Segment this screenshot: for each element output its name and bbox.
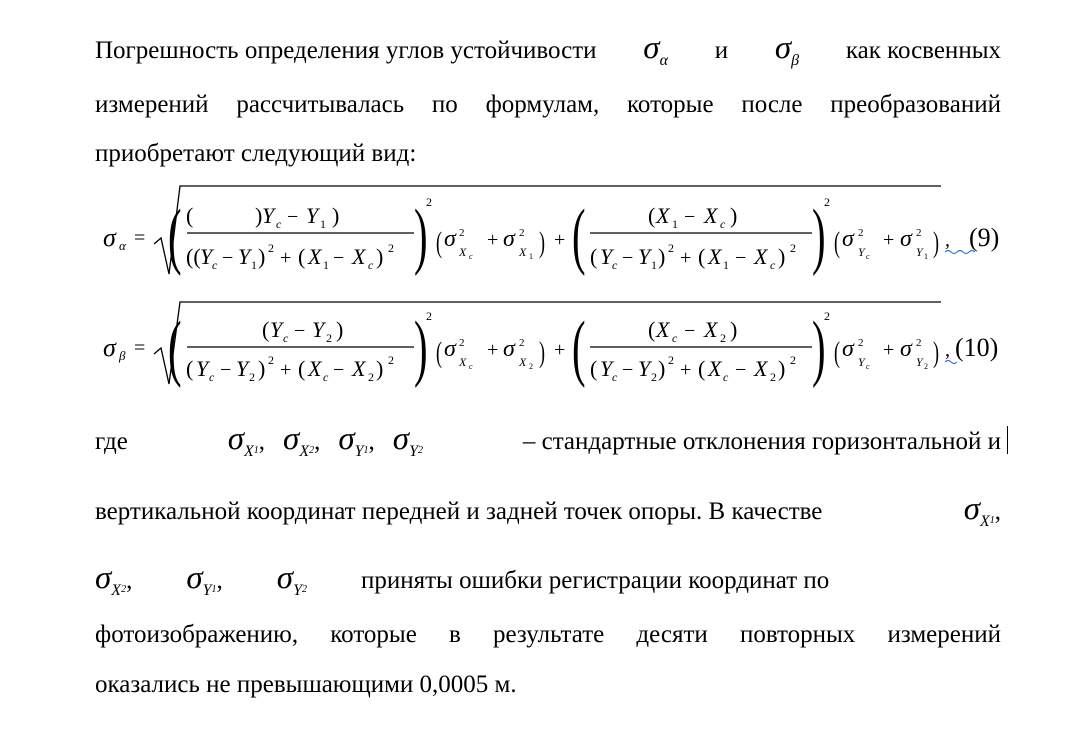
svg-text:Y: Y <box>858 245 865 259</box>
svg-text:(: ( <box>168 194 182 277</box>
svg-text:2: 2 <box>388 241 394 255</box>
svg-text:2: 2 <box>668 241 674 255</box>
svg-text:2: 2 <box>459 227 465 239</box>
svg-text:X: X <box>459 355 467 369</box>
svg-text:): ) <box>730 317 738 342</box>
svg-text:2: 2 <box>529 362 533 371</box>
svg-text:2: 2 <box>519 227 525 239</box>
svg-text:2: 2 <box>858 337 864 349</box>
svg-text:(: ( <box>298 356 306 381</box>
svg-text:): ) <box>933 226 939 260</box>
svg-text:2: 2 <box>268 241 274 255</box>
svg-text:σ: σ <box>842 226 854 252</box>
paragraph2-line1 <box>95 421 1001 462</box>
svg-text:X: X <box>704 317 718 342</box>
svg-text:,: , <box>945 339 950 361</box>
svg-text:+: + <box>680 359 692 381</box>
svg-text:): ) <box>778 244 786 269</box>
sigma-x1-symbol: $\sigma_X1$, <box>227 421 266 460</box>
svg-text:−: − <box>622 247 634 269</box>
svg-text:): ) <box>255 203 263 228</box>
sigma-beta-symbol: $\sigma_\beta$ <box>774 30 800 69</box>
svg-text:(: ( <box>186 356 194 381</box>
svg-text:): ) <box>812 194 826 277</box>
svg-text:2: 2 <box>916 337 922 349</box>
svg-text:(: ( <box>572 306 586 389</box>
svg-text:2: 2 <box>790 241 796 255</box>
paragraph2-line3-text: приняты ошибки регистрации координат по <box>360 567 830 594</box>
svg-text:−: − <box>220 359 232 381</box>
svg-text:1: 1 <box>320 217 326 231</box>
svg-text:=: = <box>134 227 146 249</box>
svg-text:c: c <box>723 370 729 384</box>
svg-text:2: 2 <box>326 331 332 345</box>
svg-text:+: + <box>554 339 566 361</box>
svg-text:Y: Y <box>600 356 613 381</box>
svg-text:−: − <box>684 206 696 228</box>
svg-text:(: ( <box>698 244 706 269</box>
svg-text:−: − <box>287 206 299 228</box>
svg-text:+: + <box>280 359 292 381</box>
svg-text:X: X <box>308 356 322 381</box>
svg-text:1: 1 <box>251 258 257 272</box>
svg-text:Y: Y <box>638 244 651 269</box>
svg-text:X: X <box>708 356 722 381</box>
svg-text:): ) <box>539 336 545 370</box>
svg-text:): ) <box>414 306 428 389</box>
svg-text:+: + <box>883 229 895 251</box>
svg-text:σ: σ <box>503 336 515 362</box>
svg-text:Y: Y <box>262 203 275 228</box>
svg-text:): ) <box>933 336 939 370</box>
svg-text:+: + <box>680 247 692 269</box>
svg-text:c: c <box>323 370 329 384</box>
equation-9-number: (9) <box>969 223 1000 252</box>
svg-text:−: − <box>294 320 306 342</box>
svg-text:+: + <box>883 339 895 361</box>
sigma-y2-symbol: $\sigma_Y2$ <box>392 421 423 460</box>
svg-text:2: 2 <box>824 309 830 323</box>
svg-text:Y: Y <box>236 356 249 381</box>
svg-text:+: + <box>280 247 292 269</box>
sigma-x2-symbol: $\sigma_X2$, <box>283 421 321 460</box>
svg-text:+: + <box>487 339 499 361</box>
svg-text:X: X <box>708 244 722 269</box>
svg-text:(: ( <box>436 336 442 370</box>
svg-text:2: 2 <box>858 227 864 239</box>
svg-text:2: 2 <box>459 337 465 349</box>
where-word: где <box>95 428 128 455</box>
svg-text:X: X <box>656 317 670 342</box>
svg-text:β: β <box>119 348 126 363</box>
svg-text:): ) <box>778 356 786 381</box>
paragraph1-line2: измерений рассчитывалась по формулам, которые после преобразований <box>95 91 1001 118</box>
svg-text:1: 1 <box>924 252 928 261</box>
svg-text:2: 2 <box>426 309 432 323</box>
paragraph2-line3 <box>95 560 1001 601</box>
svg-text:(: ( <box>168 306 182 389</box>
svg-text:c: c <box>276 217 282 231</box>
paragraph2-line2-text: вертикальной координат передней и задней точек опоры. В качестве <box>95 498 823 525</box>
svg-text:c: c <box>612 258 618 272</box>
svg-text:1: 1 <box>651 258 657 272</box>
svg-text:2: 2 <box>924 362 928 371</box>
svg-text:Y: Y <box>638 356 651 381</box>
svg-text:Y: Y <box>916 245 923 259</box>
svg-text:2: 2 <box>268 353 274 367</box>
paragraph1-line1 <box>95 30 1001 69</box>
svg-text:(: ( <box>590 244 598 269</box>
equation-10 <box>0 292 1074 392</box>
svg-text:Y: Y <box>312 317 325 342</box>
equation-10-number: (10) <box>955 333 999 362</box>
svg-text:1: 1 <box>723 258 729 272</box>
sigma-y2-symbol-2: $\sigma_Y2$ <box>276 560 307 599</box>
svg-text:2: 2 <box>668 353 674 367</box>
equation-9 <box>0 180 1074 280</box>
sigma-y1-symbol: $\sigma_Y1$, <box>338 421 375 460</box>
svg-text:(: ( <box>648 317 656 342</box>
svg-text:c: c <box>720 217 726 231</box>
svg-text:): ) <box>539 226 545 260</box>
svg-text:σ: σ <box>842 336 854 362</box>
svg-text:): ) <box>658 244 666 269</box>
svg-text:Y: Y <box>600 244 613 269</box>
svg-text:Y: Y <box>238 244 251 269</box>
svg-text:−: − <box>622 359 634 381</box>
svg-text:(: ( <box>698 356 706 381</box>
svg-text:σ: σ <box>103 333 116 362</box>
svg-text:2: 2 <box>916 227 922 239</box>
svg-text:): ) <box>812 306 826 389</box>
svg-text:−: − <box>735 247 747 269</box>
svg-text:c: c <box>866 252 870 261</box>
svg-text:1: 1 <box>529 252 533 261</box>
paragraph1-line3: приобретают следующий вид: <box>95 140 417 167</box>
svg-text:(: ( <box>262 317 270 342</box>
svg-text:c: c <box>612 370 618 384</box>
svg-text:σ: σ <box>444 336 456 362</box>
svg-text:2: 2 <box>249 370 255 384</box>
svg-text:(: ( <box>648 203 656 228</box>
svg-text:Y: Y <box>270 317 283 342</box>
svg-text:X: X <box>352 356 366 381</box>
svg-text:2: 2 <box>790 353 796 367</box>
svg-text:): ) <box>258 356 266 381</box>
svg-text:1: 1 <box>323 258 329 272</box>
sigma-symbol-list <box>227 421 423 462</box>
svg-text:(: ( <box>186 203 194 228</box>
svg-text:σ: σ <box>900 226 912 252</box>
paragraph2-line2 <box>95 491 1001 532</box>
svg-text:X: X <box>459 245 467 259</box>
svg-text:Y: Y <box>196 356 209 381</box>
svg-text:(: ( <box>590 356 598 381</box>
svg-text:c: c <box>212 258 218 272</box>
svg-text:2: 2 <box>651 370 657 384</box>
svg-text:): ) <box>258 244 266 269</box>
svg-text:): ) <box>658 356 666 381</box>
svg-text:Y: Y <box>200 244 213 269</box>
sigma-y1-symbol-2: $\sigma_Y1$, <box>186 560 223 599</box>
svg-text:X: X <box>308 244 322 269</box>
svg-text:=: = <box>134 337 146 359</box>
svg-text:−: − <box>333 247 345 269</box>
svg-text:c: c <box>368 258 374 272</box>
svg-text:(: ( <box>833 336 840 370</box>
svg-text:): ) <box>414 194 428 277</box>
sigma-alpha-symbol: $\sigma_\alpha$ <box>643 30 668 69</box>
svg-text:(: ( <box>436 226 442 260</box>
svg-text:X: X <box>704 203 718 228</box>
paragraph2-line5: оказались не превышающими 0,0005 м. <box>95 671 517 698</box>
text-cursor <box>1007 426 1008 454</box>
svg-text:(: ( <box>572 194 586 277</box>
svg-text:c: c <box>283 331 289 345</box>
svg-text:c: c <box>209 370 215 384</box>
svg-text:,: , <box>945 229 950 251</box>
svg-text:−: − <box>222 247 234 269</box>
svg-text:σ: σ <box>103 223 116 252</box>
svg-text:c: c <box>866 362 870 371</box>
svg-text:Y: Y <box>858 355 865 369</box>
svg-text:Y: Y <box>916 355 923 369</box>
sigma-x2-symbol-2: $\sigma_X2$, <box>95 560 133 599</box>
svg-text:): ) <box>376 356 384 381</box>
svg-text:2: 2 <box>720 331 726 345</box>
svg-text:2: 2 <box>824 195 830 209</box>
svg-text:X: X <box>519 245 527 259</box>
svg-text:X: X <box>352 244 366 269</box>
svg-text:X: X <box>656 203 670 228</box>
svg-text:X: X <box>519 355 527 369</box>
svg-text:2: 2 <box>770 370 776 384</box>
svg-text:2: 2 <box>426 195 432 209</box>
svg-text:Y: Y <box>306 203 319 228</box>
paragraph2-line1-text: – стандартные отклонения горизонтальной и <box>522 428 1001 455</box>
svg-text:): ) <box>332 203 340 228</box>
svg-text:+: + <box>487 229 499 251</box>
svg-text:): ) <box>376 244 384 269</box>
svg-text:((: (( <box>186 244 201 269</box>
svg-text:α: α <box>119 238 126 253</box>
svg-text:): ) <box>336 317 344 342</box>
svg-text:X: X <box>754 244 768 269</box>
svg-text:X: X <box>754 356 768 381</box>
svg-text:c: c <box>469 252 473 261</box>
paragraph1-line1-text: Погрешность определения углов устойчивости <box>95 37 597 64</box>
svg-text:−: − <box>684 320 696 342</box>
svg-text:2: 2 <box>388 353 394 367</box>
svg-text:1: 1 <box>672 217 678 231</box>
svg-text:(: ( <box>833 226 840 260</box>
conjunction: и <box>714 37 729 64</box>
svg-text:σ: σ <box>503 226 515 252</box>
svg-text:2: 2 <box>519 337 525 349</box>
paragraph1-line1-tail: как косвенных <box>845 37 1001 64</box>
svg-text:+: + <box>554 229 566 251</box>
sigma-x1-symbol-2: $\sigma_X1$, <box>963 491 1001 530</box>
svg-text:): ) <box>730 203 738 228</box>
svg-text:−: − <box>333 359 345 381</box>
svg-text:σ: σ <box>444 226 456 252</box>
paragraph2-line4: фотоизображению, которые в результате десяти повторных измерений <box>95 621 1001 648</box>
svg-text:−: − <box>735 359 747 381</box>
svg-text:2: 2 <box>368 370 374 384</box>
svg-text:(: ( <box>298 244 306 269</box>
svg-text:c: c <box>770 258 776 272</box>
svg-text:c: c <box>469 362 473 371</box>
svg-text:c: c <box>672 331 678 345</box>
svg-text:σ: σ <box>900 336 912 362</box>
